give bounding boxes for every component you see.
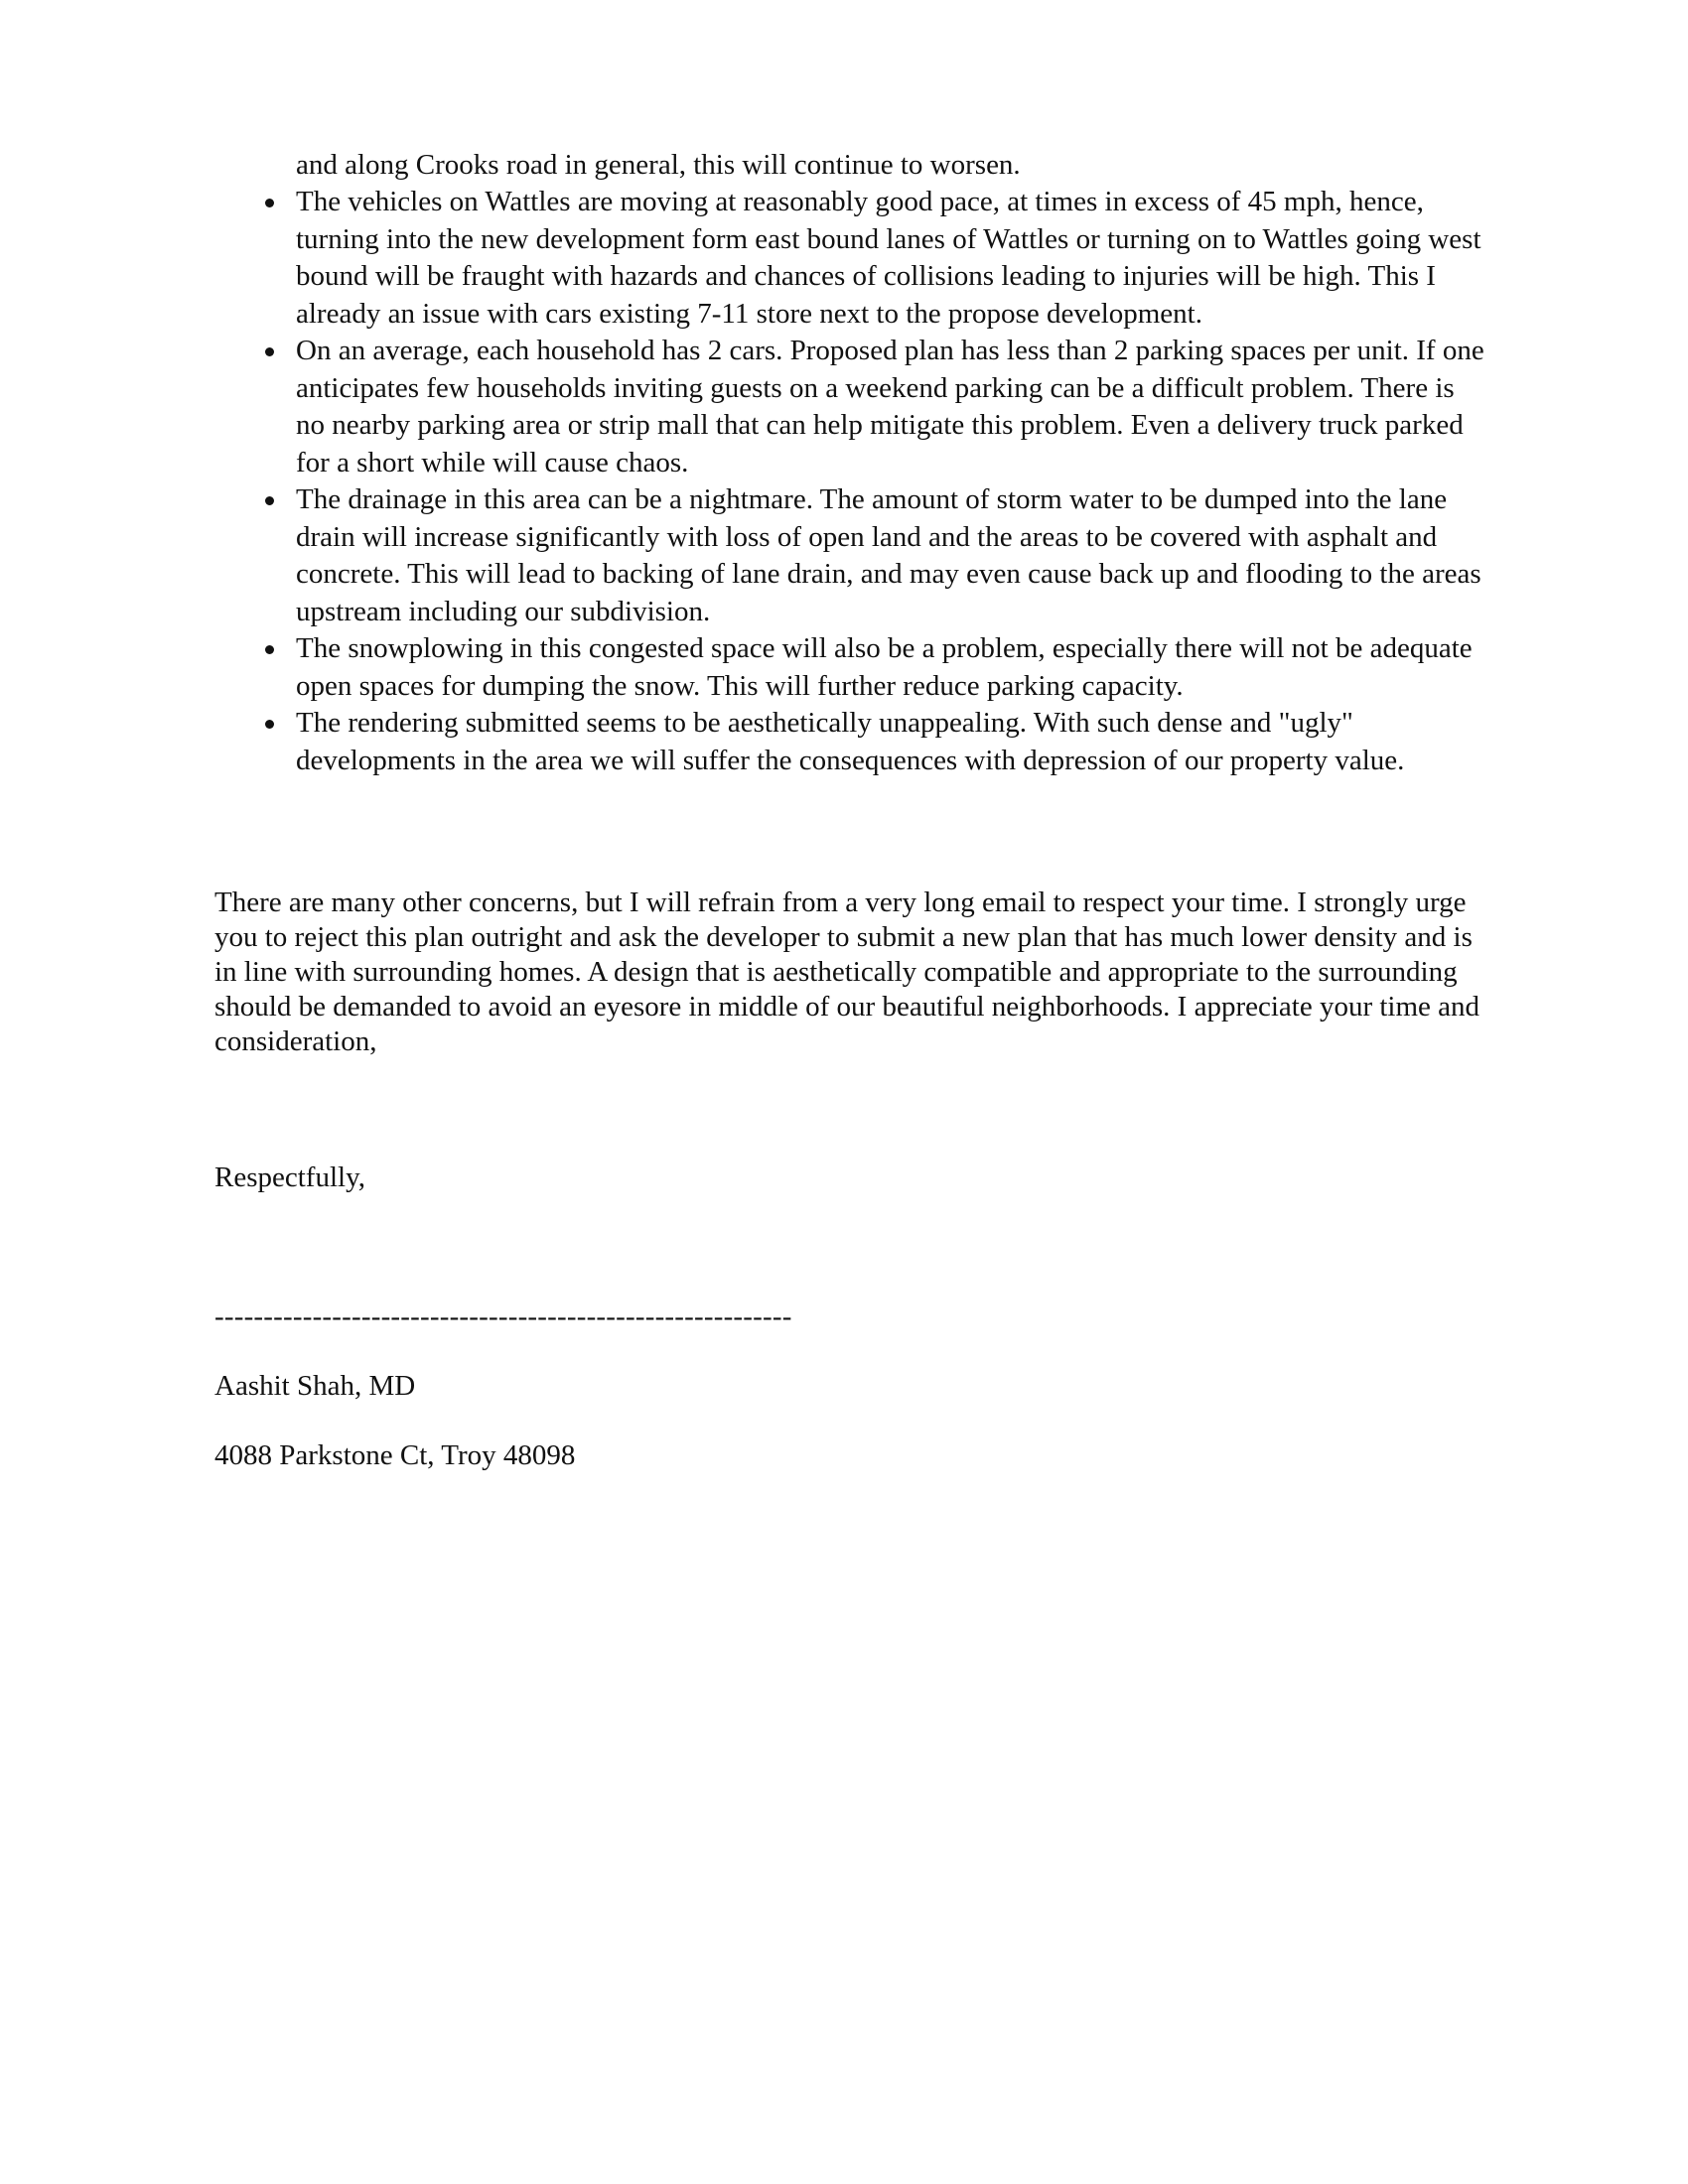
closing-paragraph: There are many other concerns, but I will refrain from a very long email to respect your time. I strongly urge you to reject this plan outright and ask the developer to submit a new plan that has much lower density and is in line with surrounding homes. A design that is aesthetically compatible and appropriate to the surrounding should be demanded to avoid an eyesore in middle of our beautiful neighborhoods. I appreciate your time and consideration, bbox=[214, 887, 1480, 1057]
list-item bbox=[296, 184, 1487, 333]
bullet-icon bbox=[265, 720, 274, 729]
list-item bbox=[296, 630, 1487, 705]
concern-parking-text: On an average, each household has 2 cars. Proposed plan has less than 2 parking spaces per unit. If one anticipates few households inviting guests on a weekend parking can be a difficult problem. There is no nearby parking area or strip mall that can help mitigate this problem. Even a delivery truck parked for a short while will cause chaos. bbox=[296, 335, 1484, 478]
bullet-icon bbox=[265, 645, 274, 654]
bullet-icon bbox=[265, 199, 274, 207]
author-name: Aashit Shah, MD bbox=[214, 1370, 416, 1402]
author-address: 4088 Parkstone Ct, Troy 48098 bbox=[214, 1439, 576, 1471]
list-item bbox=[296, 705, 1487, 779]
concerns-list bbox=[296, 184, 1487, 779]
sign-off: Respectfully, bbox=[214, 1161, 365, 1193]
concern-drainage-text: The drainage in this area can be a nightmare. The amount of storm water to be dumped into the lane drain will increase significantly with loss of open land and the areas to be covered with asphalt and concrete. This will lead to backing of lane drain, and may even cause back up and flooding to the areas upstream including our subdivision. bbox=[296, 483, 1481, 627]
bullet-icon bbox=[265, 347, 274, 356]
concern-aesthetics-text: The rendering submitted seems to be aesthetically unappealing. With such dense and "ugly" developments in the area we will suffer the consequences with depression of our property value. bbox=[296, 707, 1405, 776]
list-item bbox=[296, 481, 1487, 630]
concern-traffic-speed-text: The vehicles on Wattles are moving at reasonably good pace, at times in excess of 45 mph, hence, turning into the new development form east bound lanes of Wattles or turning on to Wattles going west bound will be fraught with hazards and chances of collisions leading to injuries will be high. This I already an issue with cars existing 7-11 store next to the propose development. bbox=[296, 186, 1481, 330]
bullet-icon bbox=[265, 496, 274, 505]
concern-snowplowing-text: The snowplowing in this congested space will also be a problem, especially there will not be adequate open spaces for dumping the snow. This will further reduce parking capacity. bbox=[296, 632, 1473, 702]
list-item bbox=[296, 333, 1487, 481]
signature-line: ----------------------------------------------------------- bbox=[214, 1300, 792, 1332]
bullet-continuation-text: and along Crooks road in general, this will continue to worsen. bbox=[296, 149, 1021, 181]
